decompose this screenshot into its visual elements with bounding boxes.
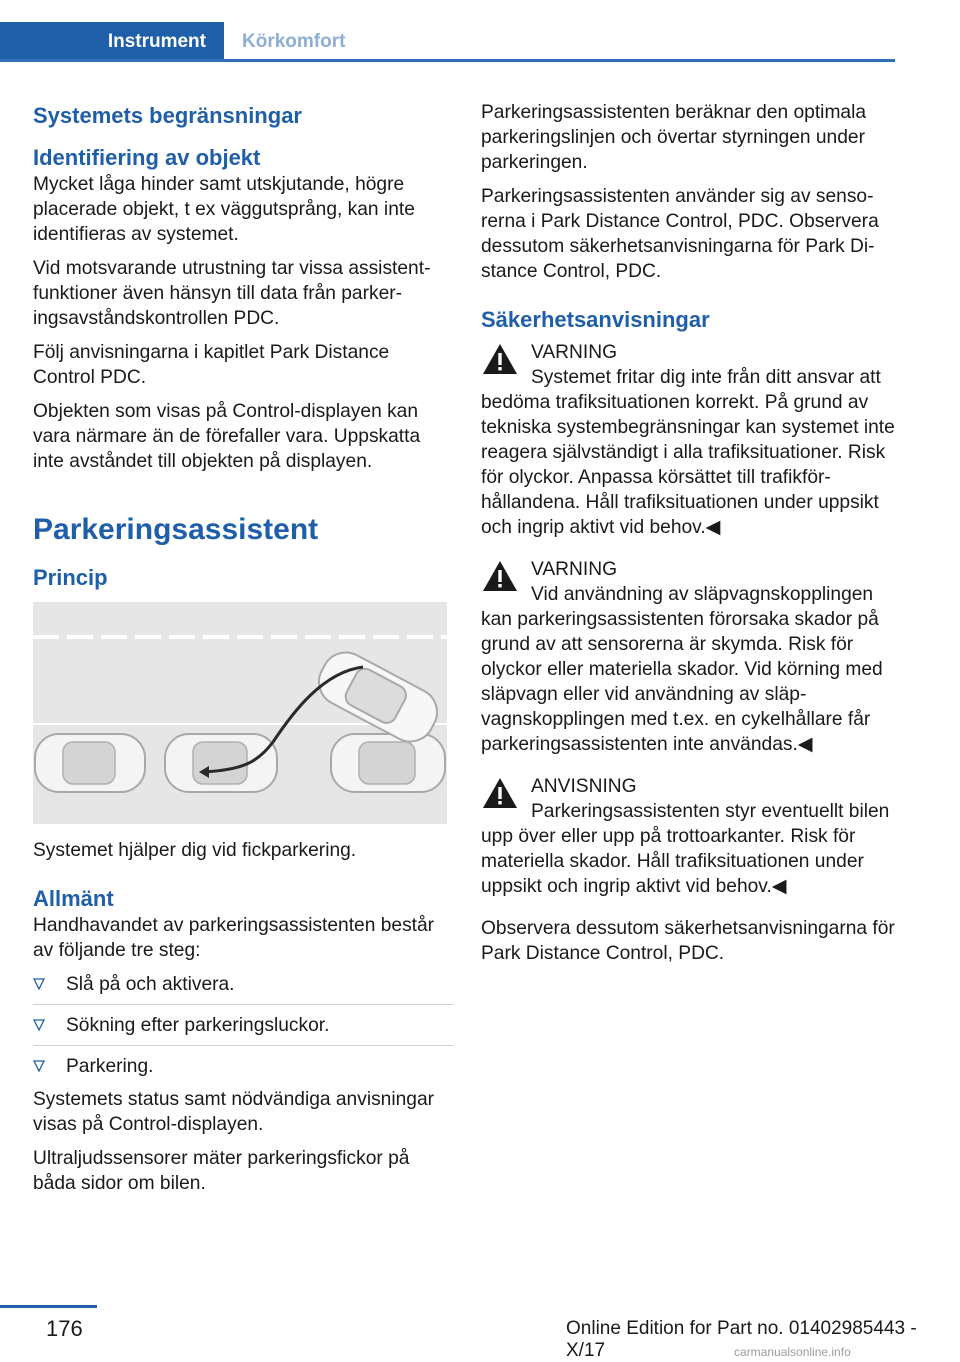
paragraph: Parkeringsassistenten använder sig av sensorerna i Park Distance Control, PDC. Observera dessutom säkerhetsanvisningarna för Park Distance Control, PDC. <box>481 186 879 282</box>
list-item <box>33 1054 453 1079</box>
tab-instrument[interactable]: Instrument <box>0 22 224 62</box>
parking-diagram-image <box>33 602 447 824</box>
left-column <box>33 100 453 1205</box>
warning-text <box>481 365 901 540</box>
paragraph: Följ anvisningarna i kapitlet Park Distance Control PDC. <box>33 342 390 388</box>
paragraph: Mycket låga hinder samt utskjutande, högre placerade objekt, t ex väggutsprång, kan inte identifieras av systemet. <box>33 174 415 245</box>
edition-text: Online Edition for Part no. 01402985443 - X/17 <box>566 1318 917 1361</box>
warning-text <box>481 582 901 757</box>
note-title: ANVISNING <box>531 776 637 797</box>
note-text <box>481 799 901 899</box>
heading-safety-notes: Säkerhetsanvisningar <box>481 307 710 332</box>
figure-caption: Systemet hjälper dig vid fickparkering. <box>33 840 357 861</box>
paragraph: Observera dessutom säkerhetsanvisningarna för Park Distance Control, PDC. <box>481 918 895 964</box>
triangle-bullet-icon <box>33 1019 45 1031</box>
warning-icon <box>481 776 519 810</box>
warning-block <box>481 340 901 540</box>
page-number: 176 <box>46 1316 83 1341</box>
warning-title: VARNING <box>531 342 617 363</box>
paragraph: Ultraljudssensorer mäter parkeringsfickor på båda sidor om bilen. <box>33 1148 410 1194</box>
paragraph: Parkeringsassistenten beräknar den optimala parkeringslinjen och övertar styrningen under parkeringen. <box>481 102 867 173</box>
list-item <box>33 972 453 1005</box>
step-text: Slå på och aktivera. <box>66 974 235 995</box>
paragraph: Vid motsvarande utrustning tar vissa assistentfunktioner även hänsyn till data från parkeringsavståndskontrollen PDC. <box>33 258 431 329</box>
watermark: carmanualsonline.info <box>734 1345 851 1359</box>
list-item <box>33 1013 453 1046</box>
warning-body: Vid användning av släpvagnskopplingen kan parkeringsassistenten förorsaka skador på grund av att sensorerna är skymda. Risk för olyckor eller materiella skador. Vid körning med släpvagn eller vid användning av släpvagnskopplingen med t.ex. en cykelhållare får parkeringsassistenten inte användas.◀ <box>481 584 883 755</box>
step-text: Sökning efter parkeringsluckor. <box>66 1015 330 1036</box>
heading-object-detection: Identifiering av objekt <box>33 145 261 170</box>
parking-illustration <box>33 602 447 824</box>
triangle-bullet-icon <box>33 978 45 990</box>
warning-body: Systemet fritar dig inte från ditt ansvar att bedöma trafiksituationen korrekt. På grund av tekniska systembegränsningar kan systemet inte reagera självständigt i alla trafiksituationer. Risk för olyckor. Anpassa körsättet till trafikförhållandena. Håll trafiksituationen under uppsikt och ingrip aktivt vid behov.◀ <box>481 367 895 538</box>
heading-principle: Princip <box>33 565 108 590</box>
paragraph: Systemets status samt nödvändiga anvisningar visas på Control-displayen. <box>33 1089 435 1135</box>
paragraph: Handhavandet av parkeringsassistenten består av följande tre steg: <box>33 915 435 961</box>
tab-korkomfort[interactable]: Körkomfort <box>242 31 346 52</box>
step-text: Parkering. <box>66 1056 154 1077</box>
warning-icon <box>481 342 519 376</box>
warning-title: VARNING <box>531 559 617 580</box>
header-rule <box>0 59 895 62</box>
triangle-bullet-icon <box>33 1060 45 1072</box>
heading-system-limits: Systemets begränsningar <box>33 103 302 128</box>
note-body: Parkeringsassistenten styr eventuellt bilen upp över eller upp på trottoarkanter. Risk för materiella skador. Håll trafiksituationen under uppsikt och ingrip aktivt vid behov.◀ <box>481 801 890 897</box>
heading-general: Allmänt <box>33 886 114 911</box>
footer-rule <box>0 1305 97 1308</box>
warning-block <box>481 557 901 757</box>
note-block <box>481 774 901 899</box>
right-column <box>481 100 901 975</box>
step-list <box>33 972 453 1079</box>
paragraph: Objekten som visas på Control-displayen kan vara närmare än de förefaller vara. Uppskatta inte avståndet till objekten på displayen. <box>33 401 421 472</box>
warning-icon <box>481 559 519 593</box>
heading-parking-assistant: Parkeringsassistent <box>33 513 319 546</box>
chapter-tabs <box>0 22 895 62</box>
